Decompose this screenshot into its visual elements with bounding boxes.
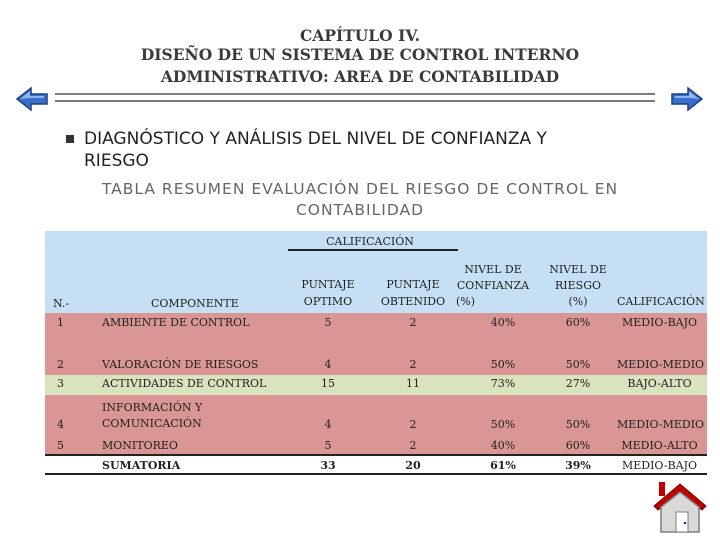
total-label: SUMATORIA bbox=[102, 459, 181, 472]
row3-riesgo: 27% bbox=[565, 377, 591, 390]
total-separator bbox=[45, 454, 707, 456]
row1-optimo: 5 bbox=[324, 316, 332, 329]
row1-componente: AMBIENTE DE CONTROL bbox=[102, 316, 250, 329]
header-componente: COMPONENTE bbox=[151, 297, 239, 310]
row3-optimo: 15 bbox=[321, 377, 335, 390]
group-header-underline bbox=[288, 249, 458, 251]
header-nivel-confianza-1: NIVEL DE bbox=[464, 263, 522, 276]
header-nivel-riesgo-1: NIVEL DE bbox=[549, 263, 607, 276]
header-puntaje-obtenido-1: PUNTAJE bbox=[386, 278, 440, 291]
row5-componente: MONITOREO bbox=[102, 439, 178, 452]
header-nivel-riesgo-3: (%) bbox=[568, 295, 588, 308]
row1-calificacion: MEDIO-BAJO bbox=[621, 316, 698, 329]
total-calificacion: MEDIO-BAJO bbox=[621, 459, 698, 472]
home-icon[interactable] bbox=[652, 480, 708, 534]
header-puntaje-optimo-1: PUNTAJE bbox=[301, 278, 355, 291]
row2-calificacion: MEDIO-MEDIO bbox=[617, 358, 705, 371]
row3-n: 3 bbox=[57, 377, 64, 390]
row4-componente-line1: INFORMACIÓN Y bbox=[102, 401, 203, 414]
arrow-right-icon[interactable] bbox=[670, 86, 704, 112]
total-optimo: 33 bbox=[320, 459, 336, 472]
arrow-left-icon[interactable] bbox=[15, 86, 49, 112]
row3-calificacion: BAJO-ALTO bbox=[627, 377, 692, 390]
row4-obtenido: 2 bbox=[409, 418, 417, 431]
row4-riesgo: 50% bbox=[565, 418, 591, 431]
row2-n: 2 bbox=[57, 358, 64, 371]
chapter-title: CAPÍTULO IV. bbox=[299, 26, 421, 45]
row5-confianza: 40% bbox=[490, 439, 516, 452]
row4-calificacion: MEDIO-MEDIO bbox=[617, 418, 705, 431]
header-puntaje-obtenido-2: OBTENIDO bbox=[380, 295, 446, 308]
row5-n: 5 bbox=[57, 439, 64, 452]
header-puntaje-optimo-2: OPTIMO bbox=[303, 295, 353, 308]
table-bottom-rule bbox=[45, 473, 707, 475]
header-n: N.- bbox=[53, 297, 70, 310]
header-nivel-riesgo-2: RIESGO bbox=[555, 279, 601, 292]
divider-bottom bbox=[55, 100, 655, 102]
group-header-calificacion: CALIFICACIÓN bbox=[326, 235, 414, 248]
row5-riesgo: 60% bbox=[565, 439, 591, 452]
header-calificacion: CALIFICACIÓN bbox=[617, 295, 705, 308]
row2-optimo: 4 bbox=[324, 358, 332, 371]
row5-optimo: 5 bbox=[324, 439, 332, 452]
divider-top bbox=[55, 93, 655, 95]
table-title-line2: CONTABILIDAD bbox=[295, 201, 425, 219]
row2-confianza: 50% bbox=[490, 358, 516, 371]
section-heading-line2: RIESGO bbox=[84, 151, 149, 171]
total-confianza: 61% bbox=[490, 459, 516, 472]
risk-summary-table bbox=[45, 231, 707, 475]
chapter-subtitle-line1: DISEÑO DE UN SISTEMA DE CONTROL INTERNO bbox=[140, 45, 580, 64]
row4-optimo: 4 bbox=[324, 418, 332, 431]
chapter-subtitle-line2: ADMINISTRATIVO: AREA DE CONTABILIDAD bbox=[160, 67, 560, 86]
row1-obtenido: 2 bbox=[409, 316, 417, 329]
row3-obtenido: 11 bbox=[406, 377, 420, 390]
row1-confianza: 40% bbox=[490, 316, 516, 329]
row1-riesgo: 60% bbox=[565, 316, 591, 329]
header-nivel-confianza-2: CONFIANZA bbox=[456, 279, 530, 292]
row3-componente: ACTIVIDADES DE CONTROL bbox=[102, 377, 267, 390]
row2-obtenido: 2 bbox=[409, 358, 417, 371]
header-nivel-confianza-3: (%) bbox=[456, 295, 476, 308]
row2-componente: VALORACIÓN DE RIESGOS bbox=[102, 358, 259, 371]
bullet-icon bbox=[66, 135, 74, 143]
row4-n: 4 bbox=[57, 418, 64, 431]
row4-componente-line2: COMUNICACIÓN bbox=[102, 417, 202, 430]
table-title-line1: TABLA RESUMEN EVALUACIÓN DEL RIESGO DE CONTROL EN bbox=[101, 180, 619, 198]
row3-confianza: 73% bbox=[490, 377, 516, 390]
row5-obtenido: 2 bbox=[409, 439, 417, 452]
total-riesgo: 39% bbox=[565, 459, 591, 472]
row2-riesgo: 50% bbox=[565, 358, 591, 371]
row4-confianza: 50% bbox=[490, 418, 516, 431]
row1-n: 1 bbox=[57, 316, 64, 329]
total-obtenido: 20 bbox=[405, 459, 421, 472]
section-heading-line1: DIAGNÓSTICO Y ANÁLISIS DEL NIVEL DE CONFIANZA Y bbox=[84, 129, 547, 149]
row5-calificacion: MEDIO-ALTO bbox=[621, 439, 698, 452]
